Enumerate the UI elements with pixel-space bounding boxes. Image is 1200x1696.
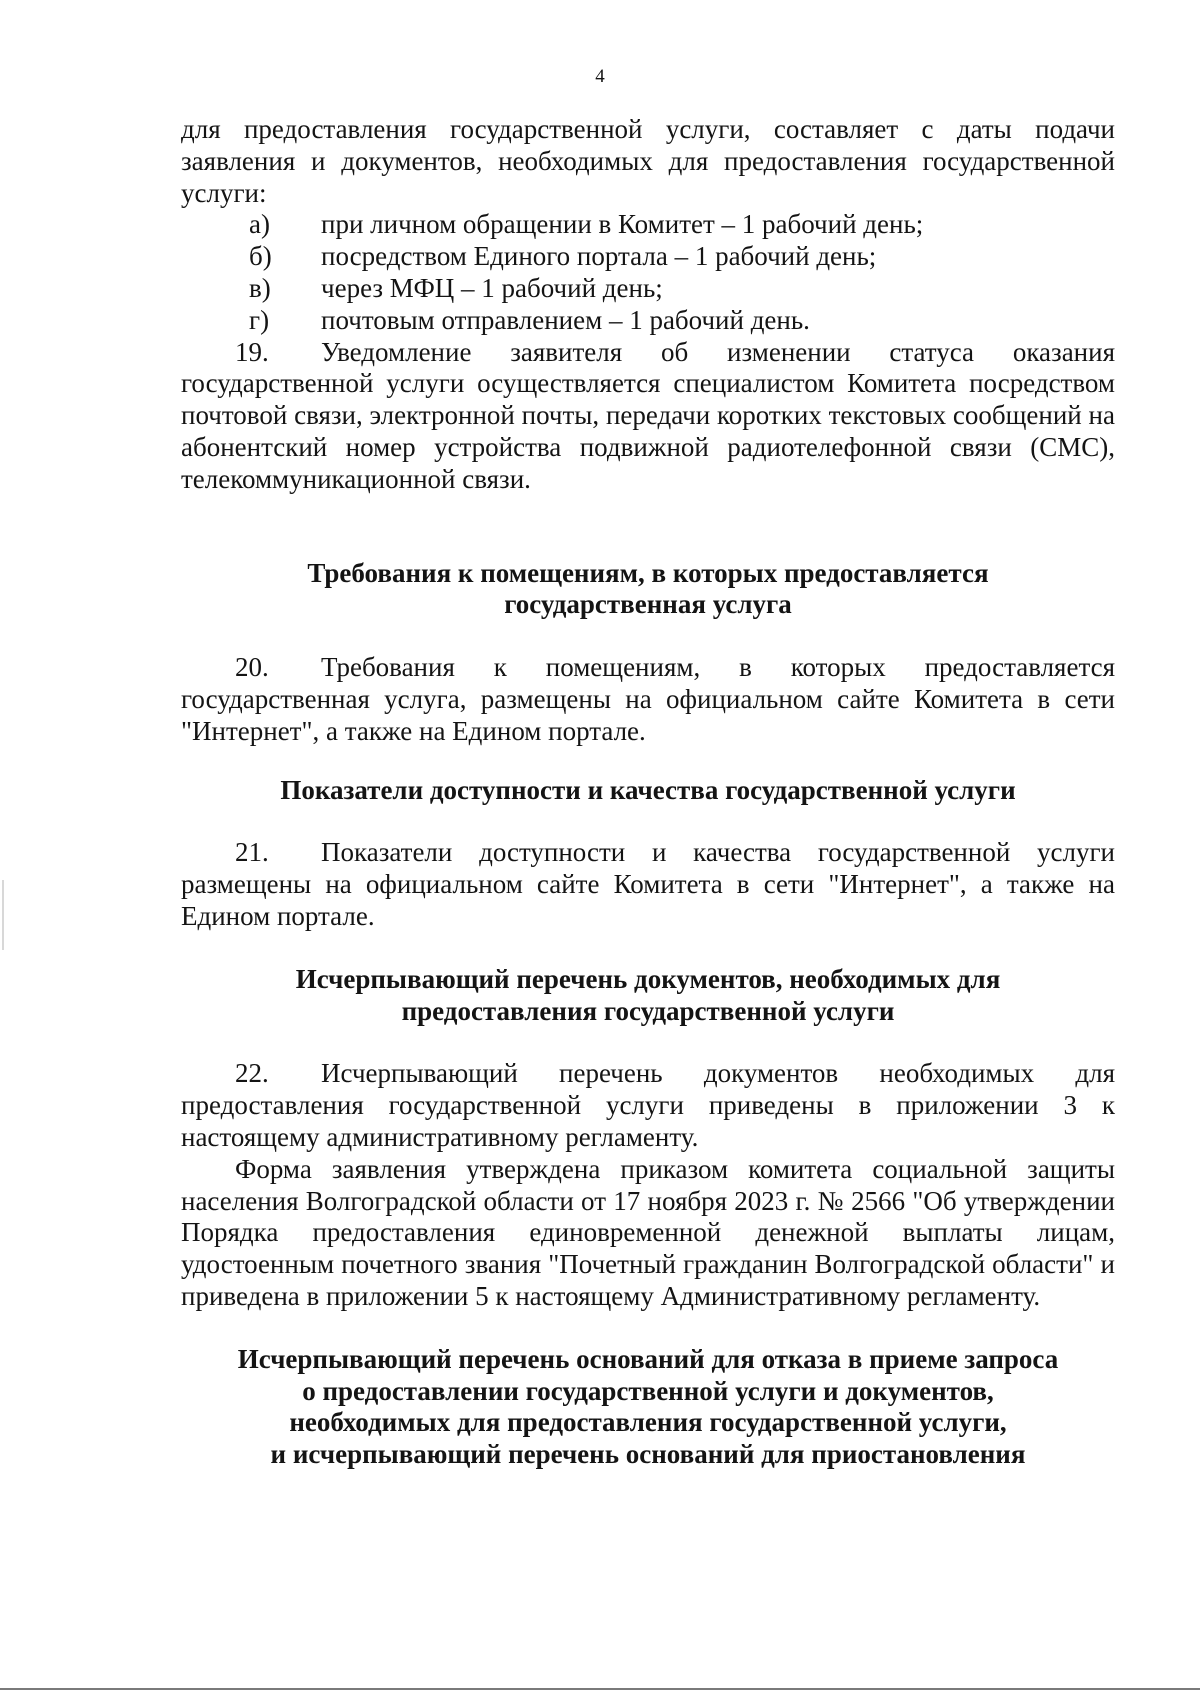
list-item-text: при личном обращении в Комитет – 1 рабочий день; [321,209,924,240]
paragraph-number: 20. [235,652,269,683]
paragraph-22 [181,1058,1115,1153]
heading-line: Требования к помещениям, в которых предоставляется [307,557,989,588]
list-item [181,241,1115,273]
paragraph-19 [181,337,1115,496]
paragraph-text: Уведомление заявителя об изменении статуса оказания государственной услуги осуществляется специалистом Комитета посредством почтовой связи, электронной почты, передачи коротких текстовых сообщений на абонентский номер устройства подвижной радиотелефонной связи (СМС), телекоммуникационной связи. [181,336,1115,494]
paragraph-text: Исчерпывающий перечень документов необходимых для предоставления государственной услуги приведены в приложении 3 к настоящему административному регламенту. [181,1058,1115,1152]
document-body [181,114,1115,1471]
list-item-text: через МФЦ – 1 рабочий день; [321,272,663,303]
scan-artifact [2,880,4,950]
list-item [181,273,1115,305]
heading-line: Исчерпывающий перечень документов, необходимых для [295,963,1001,994]
list-item-marker: б) [249,241,272,272]
paragraph-number: 21. [235,837,269,868]
heading-line: предоставления государственной услуги [401,995,895,1026]
page-bottom-edge [0,1688,1200,1690]
section-heading-indicators [181,775,1115,807]
deadline-list [181,209,1115,336]
paragraph-20 [181,652,1115,747]
heading-line: необходимых для предоставления государственной услуги, [289,1407,1007,1438]
list-item [181,209,1115,241]
section-heading-premises [181,558,1115,622]
intro-paragraph: для предоставления государственной услуги, составляет с даты подачи заявления и документов, необходимых для предоставления государственной услуги: [181,114,1115,208]
list-item [181,305,1115,337]
list-item-marker: г) [249,304,270,335]
heading-line: государственная услуга [504,589,792,620]
list-item-marker: в) [249,272,271,303]
paragraph-text: Показатели доступности и качества государственной услуги размещены на официальном сайте Комитета в сети "Интернет", а также на Едином портале. [181,837,1115,931]
list-item-text: почтовым отправлением – 1 рабочий день. [321,304,810,335]
heading-line: Исчерпывающий перечень оснований для отказа в приеме запроса [237,1343,1059,1374]
page-number: 4 [595,66,605,87]
paragraph-number: 19. [235,336,269,367]
heading-line: Показатели доступности и качества государственной услуги [280,774,1016,805]
paragraph-21 [181,837,1115,932]
paragraph-number: 22. [235,1058,269,1089]
heading-line: и исчерпывающий перечень оснований для приостановления [270,1439,1026,1470]
list-item-text: посредством Единого портала – 1 рабочий день; [321,241,877,272]
list-item-marker: а) [249,209,270,240]
section-heading-documents [181,964,1115,1028]
paragraph-text: Требования к помещениям, в которых предоставляется государственная услуга, размещены на официальном сайте Комитета в сети "Интернет", а также на Едином портале. [181,652,1115,746]
heading-line: о предоставлении государственной услуги и документов, [302,1375,994,1406]
paragraph-22-form: Форма заявления утверждена приказом комитета социальной защиты населения Волгоградской области от 17 ноября 2023 г. № 2566 "Об утверждении Порядка предоставления единовременной денежной выплаты лицам, удостоенным почетного звания "Почетный гражданин Волгоградской области" и приведена в приложении 5 к настоящему Административному регламенту. [181,1153,1115,1311]
section-heading-refusal-grounds [181,1344,1115,1471]
